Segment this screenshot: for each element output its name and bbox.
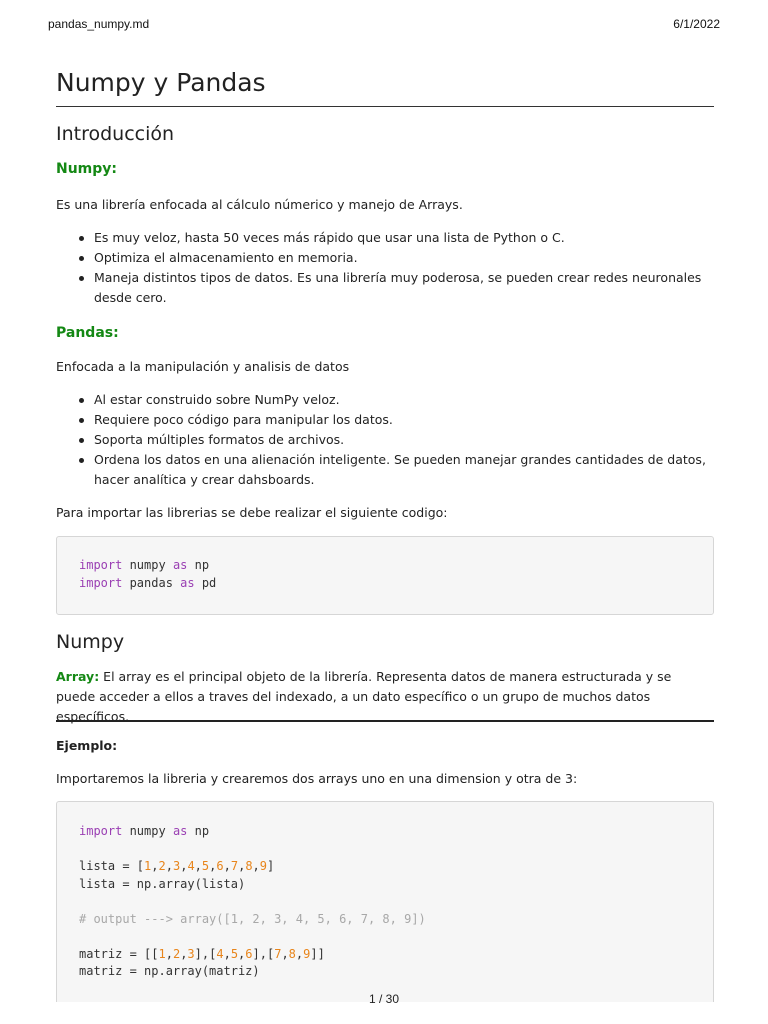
page-number: 1 / 30 (368, 992, 400, 1006)
array-code-block (56, 801, 714, 1002)
section-divider (56, 720, 714, 722)
pandas-subheading: Pandas: (56, 325, 119, 341)
document-filename: pandas_numpy.md (48, 17, 150, 31)
import-instructions: Para importar las librerias se debe realizar el siguiente codigo: (56, 505, 448, 520)
example-label: Ejemplo: (56, 738, 118, 753)
code-comment: # output ---> array([1, 2, 3, 4, 5, 6, 7, 8, 9]) (79, 911, 426, 926)
page-title: Numpy y Pandas (56, 68, 714, 107)
code-line: import pandas as pd (79, 575, 217, 590)
code-lines (79, 823, 426, 981)
example-description: Importaremos la libreria y crearemos dos arrays uno en una dimension y otra de 3: (56, 771, 578, 786)
code-line: lista = [1,2,3,4,5,6,7,8,9] (79, 859, 275, 873)
code-line: matriz = [[1,2,3],[4,5,6],[7,8,9]] (79, 946, 325, 961)
list-item: Al estar construido sobre NumPy veloz. (56, 390, 714, 410)
code-lines (79, 557, 216, 592)
document-date: 6/1/2022 (673, 17, 720, 31)
numpy-features-list (56, 228, 714, 308)
list-item: Maneja distintos tipos de datos. Es una librería muy poderosa, se pueden crear redes neuronales desde cero. (56, 268, 714, 308)
array-label: Array: (56, 669, 100, 684)
code-line: lista = np.array(lista) (79, 876, 246, 891)
array-description: Array: El array es el principal objeto de la librería. Representa datos de manera estructurada y se puede acceder a ellos a traves del indexado, a un dato específico o un grupo de muchos datos específicos. (56, 669, 672, 724)
list-item: Optimiza el almacenamiento en memoria. (56, 248, 714, 268)
list-item: Requiere poco código para manipular los datos. (56, 410, 714, 430)
code-line: matriz = np.array(matriz) (79, 964, 260, 978)
list-item: Es muy veloz, hasta 50 veces más rápido que usar una lista de Python o C. (56, 228, 714, 248)
numpy-description: Es una librería enfocada al cálculo númerico y manejo de Arrays. (56, 197, 463, 212)
pandas-features-list (56, 390, 714, 490)
code-line: import numpy as np (79, 558, 210, 572)
intro-heading: Introducción (56, 123, 175, 145)
code-line: import numpy as np (79, 824, 210, 838)
numpy-heading: Numpy (56, 631, 125, 653)
pandas-description: Enfocada a la manipulación y analisis de datos (56, 359, 350, 374)
list-item: Ordena los datos en una alienación inteligente. Se pueden manejar grandes cantidades de datos, hacer analítica y crear dahsboards. (56, 450, 714, 490)
numpy-subheading: Numpy: (56, 161, 118, 177)
list-item: Soporta múltiples formatos de archivos. (56, 430, 714, 450)
import-code-block (56, 536, 714, 615)
